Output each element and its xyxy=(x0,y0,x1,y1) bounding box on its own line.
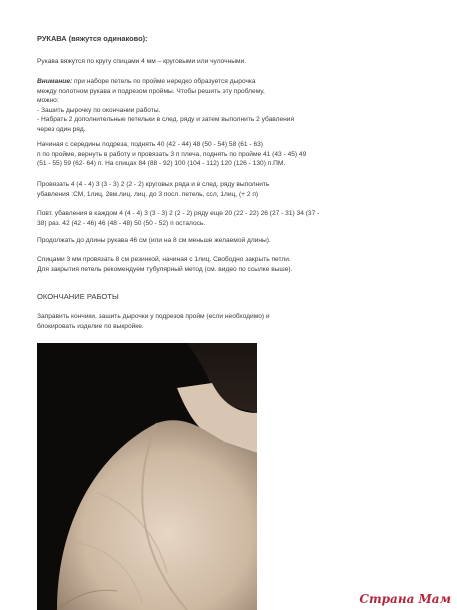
sleeves-heading: РУКАВА (вяжутся одинаково): xyxy=(37,34,148,43)
repeat-decrease-paragraph: Повт. убавления в каждом 4 (4 - 4) 3 (3 - 3) 2 (2 - 2) ряду еще 20 (22 - 22) 26 (27 - 31) 34 (37 - 38) раз. 42 (42 - 46) 46 (48 - 48) 50 (50 - 52) п осталось. xyxy=(37,210,320,227)
pickup-paragraph: Начиная с середины подреза, поднять 40 (42 - 44) 48 (50 - 54) 58 (61 - 63) п по пройме, вернуть в работу и провязать 3 п плеча, поднять по пройме 41 (43 - 45) 49 (51 - 55) 59 (62- 64) п. На спицах 84 (88 - 92) 100 (104 - 112) 120 (126 - 130) п.ПМ. xyxy=(37,141,307,168)
attention-label: Внимание: xyxy=(37,78,73,85)
sleeves-intro: Рукава вяжутся по кругу спицами 4 мм – круговыми или чулочными. xyxy=(37,58,246,65)
attention-note xyxy=(37,77,432,135)
attention-text: при наборе петель по пройме нередко образуется дырочка между полотном рукава и подрезом проймы. Чтобы решить эту проблему, можно: - Зашить дырочку по окончании работы. - Набрать 2 дополнительные петельки в след. ряду и затем выполнить 2 убавления через один ряд. xyxy=(37,78,295,133)
sweater-photo xyxy=(37,343,257,610)
length-paragraph: Продолжать до длины рукава 46 см (или на 8 см меньше желаемой длины). xyxy=(37,237,271,244)
ribbing-paragraph: Спицами 3 мм провязать 8 см резинкой, начиная с 1лиц. Свободно закрыть петли. Для закрытия петель рекомендуем тубулярный метод (см. видео по ссылке выше). xyxy=(37,256,293,273)
finishing-heading: ОКОНЧАНИЕ РАБОТЫ xyxy=(37,292,119,301)
decrease-paragraph: Провязать 4 (4 - 4) 3 (3 - 3) 2 (2 - 2) круговых ряда и в след. ряду выполнить убавления :СМ, 1лиц, 2вм.лиц. лиц. до 3 посл. петель, ссл, 1лиц, (+ 2 п) xyxy=(37,181,270,198)
finishing-text: Заправить кончики, зашить дырочки у подрезов пройм (если необходимо) и блокировать изделие по выкройке. xyxy=(37,313,270,330)
sweater-illustration xyxy=(37,343,257,610)
site-watermark: Страна Мам xyxy=(359,592,451,606)
